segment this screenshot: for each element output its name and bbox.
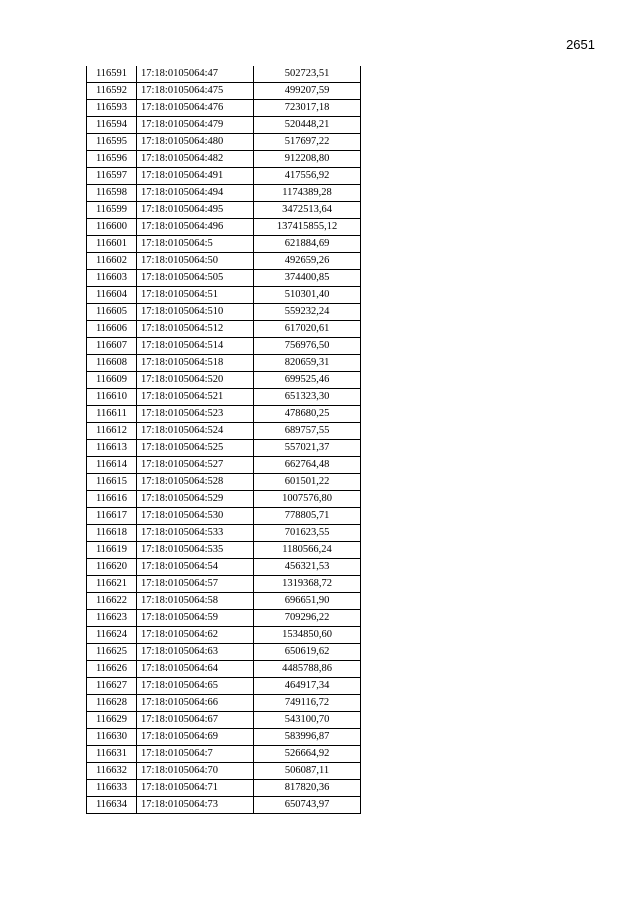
row-number-cell: 116606 [87, 321, 137, 338]
cadastral-value-cell: 1174389,28 [254, 185, 361, 202]
cadastral-value-cell: 526664,92 [254, 746, 361, 763]
table-row [87, 287, 361, 304]
row-number-cell: 116608 [87, 355, 137, 372]
cadastral-value-cell: 517697,22 [254, 134, 361, 151]
cadastral-number-cell: 17:18:0105064:491 [137, 168, 254, 185]
table-row [87, 797, 361, 814]
table-row [87, 593, 361, 610]
table-row [87, 474, 361, 491]
row-number-cell: 116625 [87, 644, 137, 661]
table-row [87, 83, 361, 100]
cadastral-number-cell: 17:18:0105064:521 [137, 389, 254, 406]
cadastral-value-cell: 749116,72 [254, 695, 361, 712]
cadastral-value-cell: 506087,11 [254, 763, 361, 780]
cadastral-value-cell: 651323,30 [254, 389, 361, 406]
table-row [87, 168, 361, 185]
table-row [87, 66, 361, 83]
table-row [87, 780, 361, 797]
table-row [87, 644, 361, 661]
cadastral-value-cell: 650743,97 [254, 797, 361, 814]
cadastral-value-cell: 583996,87 [254, 729, 361, 746]
cadastral-value-cell: 557021,37 [254, 440, 361, 457]
table-row [87, 117, 361, 134]
table-row [87, 610, 361, 627]
cadastral-value-cell: 601501,22 [254, 474, 361, 491]
table-row [87, 406, 361, 423]
table-row [87, 270, 361, 287]
row-number-cell: 116598 [87, 185, 137, 202]
row-number-cell: 116627 [87, 678, 137, 695]
cadastral-value-cell: 709296,22 [254, 610, 361, 627]
cadastral-value-cell: 492659,26 [254, 253, 361, 270]
table-row [87, 491, 361, 508]
table-row [87, 151, 361, 168]
table-row [87, 729, 361, 746]
row-number-cell: 116613 [87, 440, 137, 457]
cadastral-number-cell: 17:18:0105064:535 [137, 542, 254, 559]
row-number-cell: 116593 [87, 100, 137, 117]
cadastral-value-cell: 543100,70 [254, 712, 361, 729]
cadastral-number-cell: 17:18:0105064:70 [137, 763, 254, 780]
cadastral-number-cell: 17:18:0105064:529 [137, 491, 254, 508]
row-number-cell: 116617 [87, 508, 137, 525]
cadastral-number-cell: 17:18:0105064:69 [137, 729, 254, 746]
cadastral-value-cell: 696651,90 [254, 593, 361, 610]
cadastral-value-cell: 499207,59 [254, 83, 361, 100]
cadastral-value-cell: 417556,92 [254, 168, 361, 185]
row-number-cell: 116630 [87, 729, 137, 746]
cadastral-value-cell: 621884,69 [254, 236, 361, 253]
cadastral-value-cell: 662764,48 [254, 457, 361, 474]
cadastral-value-cell: 820659,31 [254, 355, 361, 372]
cadastral-number-cell: 17:18:0105064:47 [137, 66, 254, 83]
cadastral-number-cell: 17:18:0105064:524 [137, 423, 254, 440]
cadastral-value-cell: 650619,62 [254, 644, 361, 661]
table-row [87, 508, 361, 525]
row-number-cell: 116626 [87, 661, 137, 678]
table-row [87, 236, 361, 253]
row-number-cell: 116597 [87, 168, 137, 185]
row-number-cell: 116624 [87, 627, 137, 644]
row-number-cell: 116605 [87, 304, 137, 321]
table-row [87, 559, 361, 576]
cadastral-number-cell: 17:18:0105064:58 [137, 593, 254, 610]
table-row [87, 695, 361, 712]
cadastral-value-cell: 701623,55 [254, 525, 361, 542]
row-number-cell: 116592 [87, 83, 137, 100]
row-number-cell: 116633 [87, 780, 137, 797]
cadastral-value-cell: 374400,85 [254, 270, 361, 287]
row-number-cell: 116611 [87, 406, 137, 423]
cadastral-value-cell: 478680,25 [254, 406, 361, 423]
row-number-cell: 116621 [87, 576, 137, 593]
table-row [87, 525, 361, 542]
table-row [87, 372, 361, 389]
row-number-cell: 116622 [87, 593, 137, 610]
cadastral-value-cell: 699525,46 [254, 372, 361, 389]
table-row [87, 100, 361, 117]
cadastral-value-cell: 689757,55 [254, 423, 361, 440]
cadastral-number-cell: 17:18:0105064:528 [137, 474, 254, 491]
cadastral-value-cell: 1534850,60 [254, 627, 361, 644]
row-number-cell: 116618 [87, 525, 137, 542]
row-number-cell: 116631 [87, 746, 137, 763]
cadastral-number-cell: 17:18:0105064:495 [137, 202, 254, 219]
cadastral-value-cell: 464917,34 [254, 678, 361, 695]
cadastral-number-cell: 17:18:0105064:5 [137, 236, 254, 253]
row-number-cell: 116632 [87, 763, 137, 780]
cadastral-value-table [86, 66, 361, 814]
table-row [87, 423, 361, 440]
row-number-cell: 116619 [87, 542, 137, 559]
table-row [87, 338, 361, 355]
row-number-cell: 116609 [87, 372, 137, 389]
row-number-cell: 116600 [87, 219, 137, 236]
cadastral-number-cell: 17:18:0105064:479 [137, 117, 254, 134]
cadastral-number-cell: 17:18:0105064:57 [137, 576, 254, 593]
cadastral-value-cell: 137415855,12 [254, 219, 361, 236]
cadastral-number-cell: 17:18:0105064:510 [137, 304, 254, 321]
row-number-cell: 116604 [87, 287, 137, 304]
table-row [87, 355, 361, 372]
cadastral-number-cell: 17:18:0105064:64 [137, 661, 254, 678]
table-row [87, 219, 361, 236]
table-row [87, 457, 361, 474]
row-number-cell: 116614 [87, 457, 137, 474]
cadastral-number-cell: 17:18:0105064:494 [137, 185, 254, 202]
cadastral-number-cell: 17:18:0105064:62 [137, 627, 254, 644]
table-body [87, 66, 361, 814]
cadastral-number-cell: 17:18:0105064:50 [137, 253, 254, 270]
table-row [87, 661, 361, 678]
cadastral-number-cell: 17:18:0105064:59 [137, 610, 254, 627]
table-row [87, 576, 361, 593]
cadastral-number-cell: 17:18:0105064:530 [137, 508, 254, 525]
row-number-cell: 116615 [87, 474, 137, 491]
cadastral-number-cell: 17:18:0105064:54 [137, 559, 254, 576]
cadastral-value-cell: 3472513,64 [254, 202, 361, 219]
cadastral-number-cell: 17:18:0105064:525 [137, 440, 254, 457]
table-row [87, 185, 361, 202]
cadastral-value-cell: 4485788,86 [254, 661, 361, 678]
table-row [87, 321, 361, 338]
table-row [87, 746, 361, 763]
table-row [87, 627, 361, 644]
cadastral-number-cell: 17:18:0105064:512 [137, 321, 254, 338]
cadastral-number-cell: 17:18:0105064:73 [137, 797, 254, 814]
table-row [87, 202, 361, 219]
cadastral-number-cell: 17:18:0105064:66 [137, 695, 254, 712]
cadastral-value-cell: 1180566,24 [254, 542, 361, 559]
cadastral-number-cell: 17:18:0105064:51 [137, 287, 254, 304]
cadastral-number-cell: 17:18:0105064:475 [137, 83, 254, 100]
cadastral-value-cell: 510301,40 [254, 287, 361, 304]
table-row [87, 304, 361, 321]
cadastral-value-cell: 502723,51 [254, 66, 361, 83]
table-row [87, 253, 361, 270]
cadastral-number-cell: 17:18:0105064:518 [137, 355, 254, 372]
cadastral-number-cell: 17:18:0105064:505 [137, 270, 254, 287]
table-row [87, 440, 361, 457]
cadastral-value-cell: 778805,71 [254, 508, 361, 525]
table-row [87, 763, 361, 780]
row-number-cell: 116602 [87, 253, 137, 270]
row-number-cell: 116603 [87, 270, 137, 287]
cadastral-number-cell: 17:18:0105064:7 [137, 746, 254, 763]
row-number-cell: 116595 [87, 134, 137, 151]
cadastral-value-cell: 723017,18 [254, 100, 361, 117]
cadastral-number-cell: 17:18:0105064:527 [137, 457, 254, 474]
cadastral-number-cell: 17:18:0105064:480 [137, 134, 254, 151]
cadastral-value-cell: 817820,36 [254, 780, 361, 797]
row-number-cell: 116610 [87, 389, 137, 406]
row-number-cell: 116628 [87, 695, 137, 712]
cadastral-number-cell: 17:18:0105064:533 [137, 525, 254, 542]
cadastral-value-cell: 617020,61 [254, 321, 361, 338]
cadastral-value-cell: 520448,21 [254, 117, 361, 134]
cadastral-number-cell: 17:18:0105064:523 [137, 406, 254, 423]
table-row [87, 542, 361, 559]
row-number-cell: 116623 [87, 610, 137, 627]
row-number-cell: 116591 [87, 66, 137, 83]
cadastral-value-cell: 912208,80 [254, 151, 361, 168]
table-row [87, 134, 361, 151]
cadastral-number-cell: 17:18:0105064:476 [137, 100, 254, 117]
table-row [87, 389, 361, 406]
cadastral-number-cell: 17:18:0105064:71 [137, 780, 254, 797]
row-number-cell: 116620 [87, 559, 137, 576]
row-number-cell: 116601 [87, 236, 137, 253]
cadastral-number-cell: 17:18:0105064:63 [137, 644, 254, 661]
cadastral-value-cell: 456321,53 [254, 559, 361, 576]
cadastral-number-cell: 17:18:0105064:65 [137, 678, 254, 695]
cadastral-value-cell: 1319368,72 [254, 576, 361, 593]
cadastral-number-cell: 17:18:0105064:496 [137, 219, 254, 236]
cadastral-value-cell: 559232,24 [254, 304, 361, 321]
cadastral-number-cell: 17:18:0105064:482 [137, 151, 254, 168]
row-number-cell: 116612 [87, 423, 137, 440]
row-number-cell: 116629 [87, 712, 137, 729]
row-number-cell: 116596 [87, 151, 137, 168]
cadastral-value-cell: 1007576,80 [254, 491, 361, 508]
row-number-cell: 116616 [87, 491, 137, 508]
row-number-cell: 116599 [87, 202, 137, 219]
cadastral-number-cell: 17:18:0105064:520 [137, 372, 254, 389]
row-number-cell: 116594 [87, 117, 137, 134]
table-row [87, 678, 361, 695]
cadastral-number-cell: 17:18:0105064:514 [137, 338, 254, 355]
page-number: 2651 [566, 37, 595, 52]
row-number-cell: 116634 [87, 797, 137, 814]
cadastral-number-cell: 17:18:0105064:67 [137, 712, 254, 729]
table-row [87, 712, 361, 729]
cadastral-value-cell: 756976,50 [254, 338, 361, 355]
row-number-cell: 116607 [87, 338, 137, 355]
